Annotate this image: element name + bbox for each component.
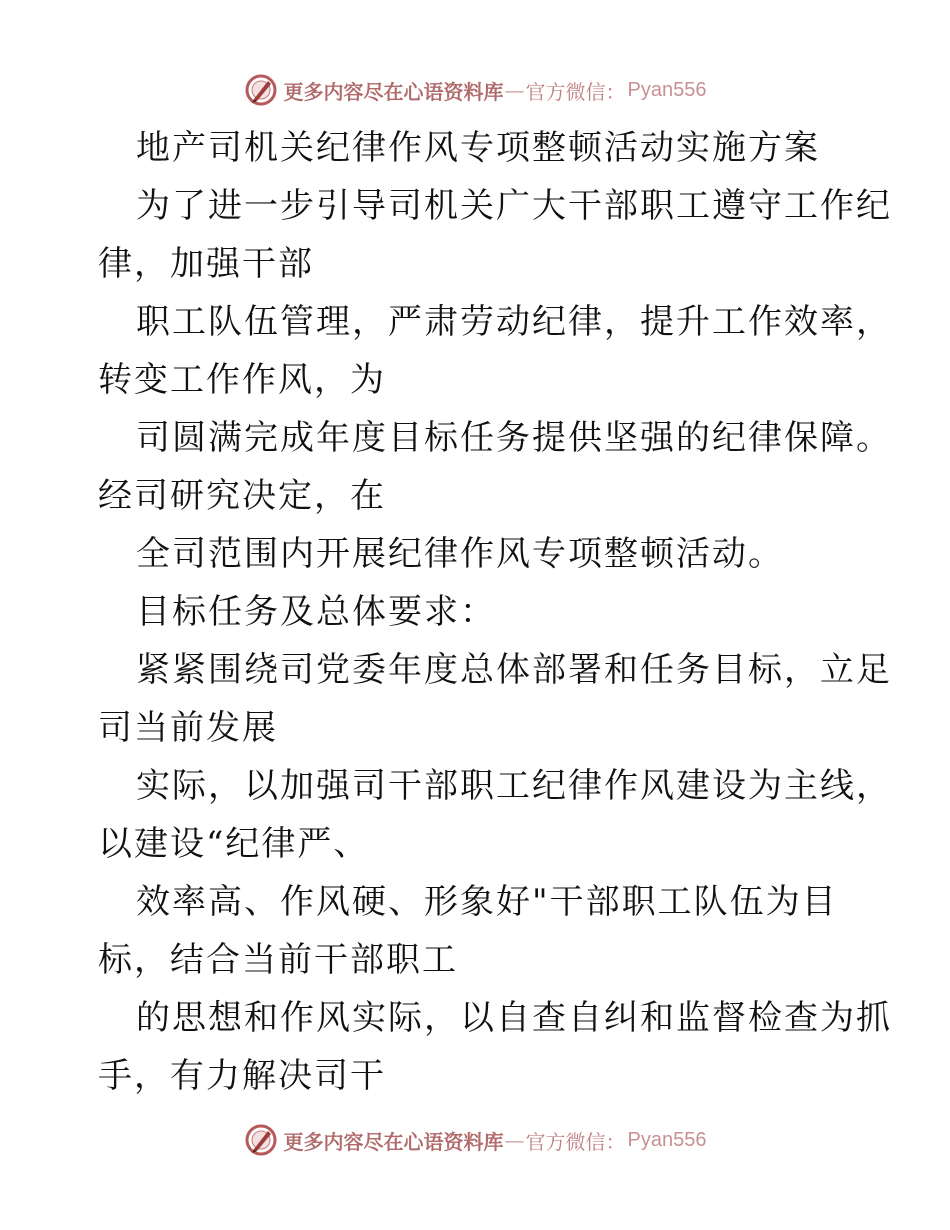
- paragraph-line: 实际，以加强司干部职工纪律作风建设为主线，: [136, 766, 892, 806]
- paragraph-line: 职工队伍管理，严肃劳动纪律，提升工作效率，: [136, 302, 892, 342]
- paragraph-line: 经司研究决定，在: [98, 476, 386, 516]
- paragraph-line: 以建设“纪律严、: [98, 824, 370, 864]
- watermark-separator: —: [504, 1128, 525, 1152]
- paragraph-line: 手，有力解决司干: [98, 1056, 386, 1096]
- seal-quill-icon: [244, 73, 278, 107]
- paragraph-line: 司圆满完成年度目标任务提供坚强的纪律保障。: [136, 418, 892, 458]
- footer-watermark: [0, 1120, 950, 1160]
- paragraph-line: 全司范围内开展纪律作风专项整顿活动。: [136, 534, 784, 574]
- seal-quill-icon: [244, 1123, 278, 1157]
- watermark-official-label: 官方微信：: [525, 1129, 626, 1154]
- watermark-separator: —: [504, 78, 525, 102]
- paragraph-line: 效率高、作风硬、形象好"干部职工队伍为目: [136, 882, 838, 922]
- watermark-brand-text: 更多内容尽在心语资料库: [283, 79, 504, 104]
- paragraph-line: 的思想和作风实际，以自查自纠和监督检查为抓: [136, 998, 892, 1038]
- paragraph-line: 为了进一步引导司机关广大干部职工遵守工作纪: [136, 186, 892, 226]
- watermark-handle: Pyan556: [627, 1128, 707, 1151]
- section-heading: 目标任务及总体要求：: [136, 592, 496, 632]
- header-watermark: [0, 70, 950, 110]
- watermark-handle: Pyan556: [627, 78, 707, 101]
- paragraph-line: 转变工作作风，为: [98, 360, 386, 400]
- watermark-brand-text: 更多内容尽在心语资料库: [283, 1129, 504, 1154]
- paragraph-line: 律，加强干部: [98, 244, 314, 284]
- document-title: 地产司机关纪律作风专项整顿活动实施方案: [136, 128, 820, 168]
- paragraph-line: 紧紧围绕司党委年度总体部署和任务目标，立足: [136, 650, 892, 690]
- paragraph-line: 标，结合当前干部职工: [98, 940, 458, 980]
- watermark-official-label: 官方微信：: [525, 79, 626, 104]
- paragraph-line: 司当前发展: [98, 708, 278, 748]
